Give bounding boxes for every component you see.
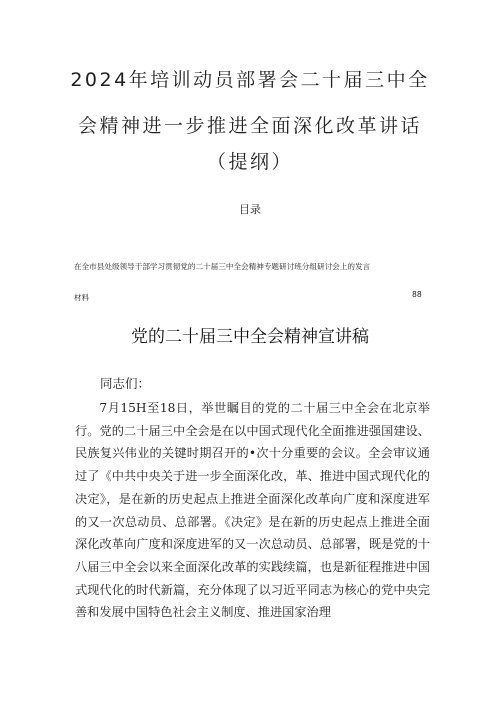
section-heading: 党的二十届三中全会精神宣讲稿 <box>131 327 369 347</box>
salutation: 同志们： <box>100 376 151 391</box>
toc-entry-page-number[interactable]: 88 <box>412 290 422 299</box>
document-title-line-1: 2024年培训动员部署会二十届三中全 <box>70 69 430 91</box>
toc-heading: 目录 <box>239 203 261 216</box>
toc-entry-text-continued[interactable]: 材料 <box>74 293 90 302</box>
toc-entry-text[interactable]: 在全市县处级领导干部学习贯彻党的二十届三中全会精神专题研讨班分组研讨会上的发言 <box>74 262 371 271</box>
document-title-line-3: （提纲） <box>206 151 293 173</box>
body-paragraph: 7月15H至18日，举世瞩目的党的二十届三中全会在北京举行。党的二十届三中全会是在以中国式现代化全面推进强国建设、民族复兴伟业的关键时期召开的•次十分重要的会议。全会审议通过了《中共中央关于进一步全面深化改，革、推进中国式现代化的决定》，是在新的历史起点上推进全面深化改革向广度和深度进军的又一次总动员、总部署。《决定》是在新的历史起点上推进全面深化改革向广度和深度进军的又一次总动员、总部署，既是党的十八届三中全会以来全面深化改革的实践续篇，也是新征程推进中国式现代化的时代新篇，充分体现了以习近平同志为核心的党中央完善和发展中国特色社会主义制度、推进国家治理 <box>75 401 430 620</box>
document-title-line-2: 会精神进一步推进全面深化改革讲话 <box>77 115 422 137</box>
